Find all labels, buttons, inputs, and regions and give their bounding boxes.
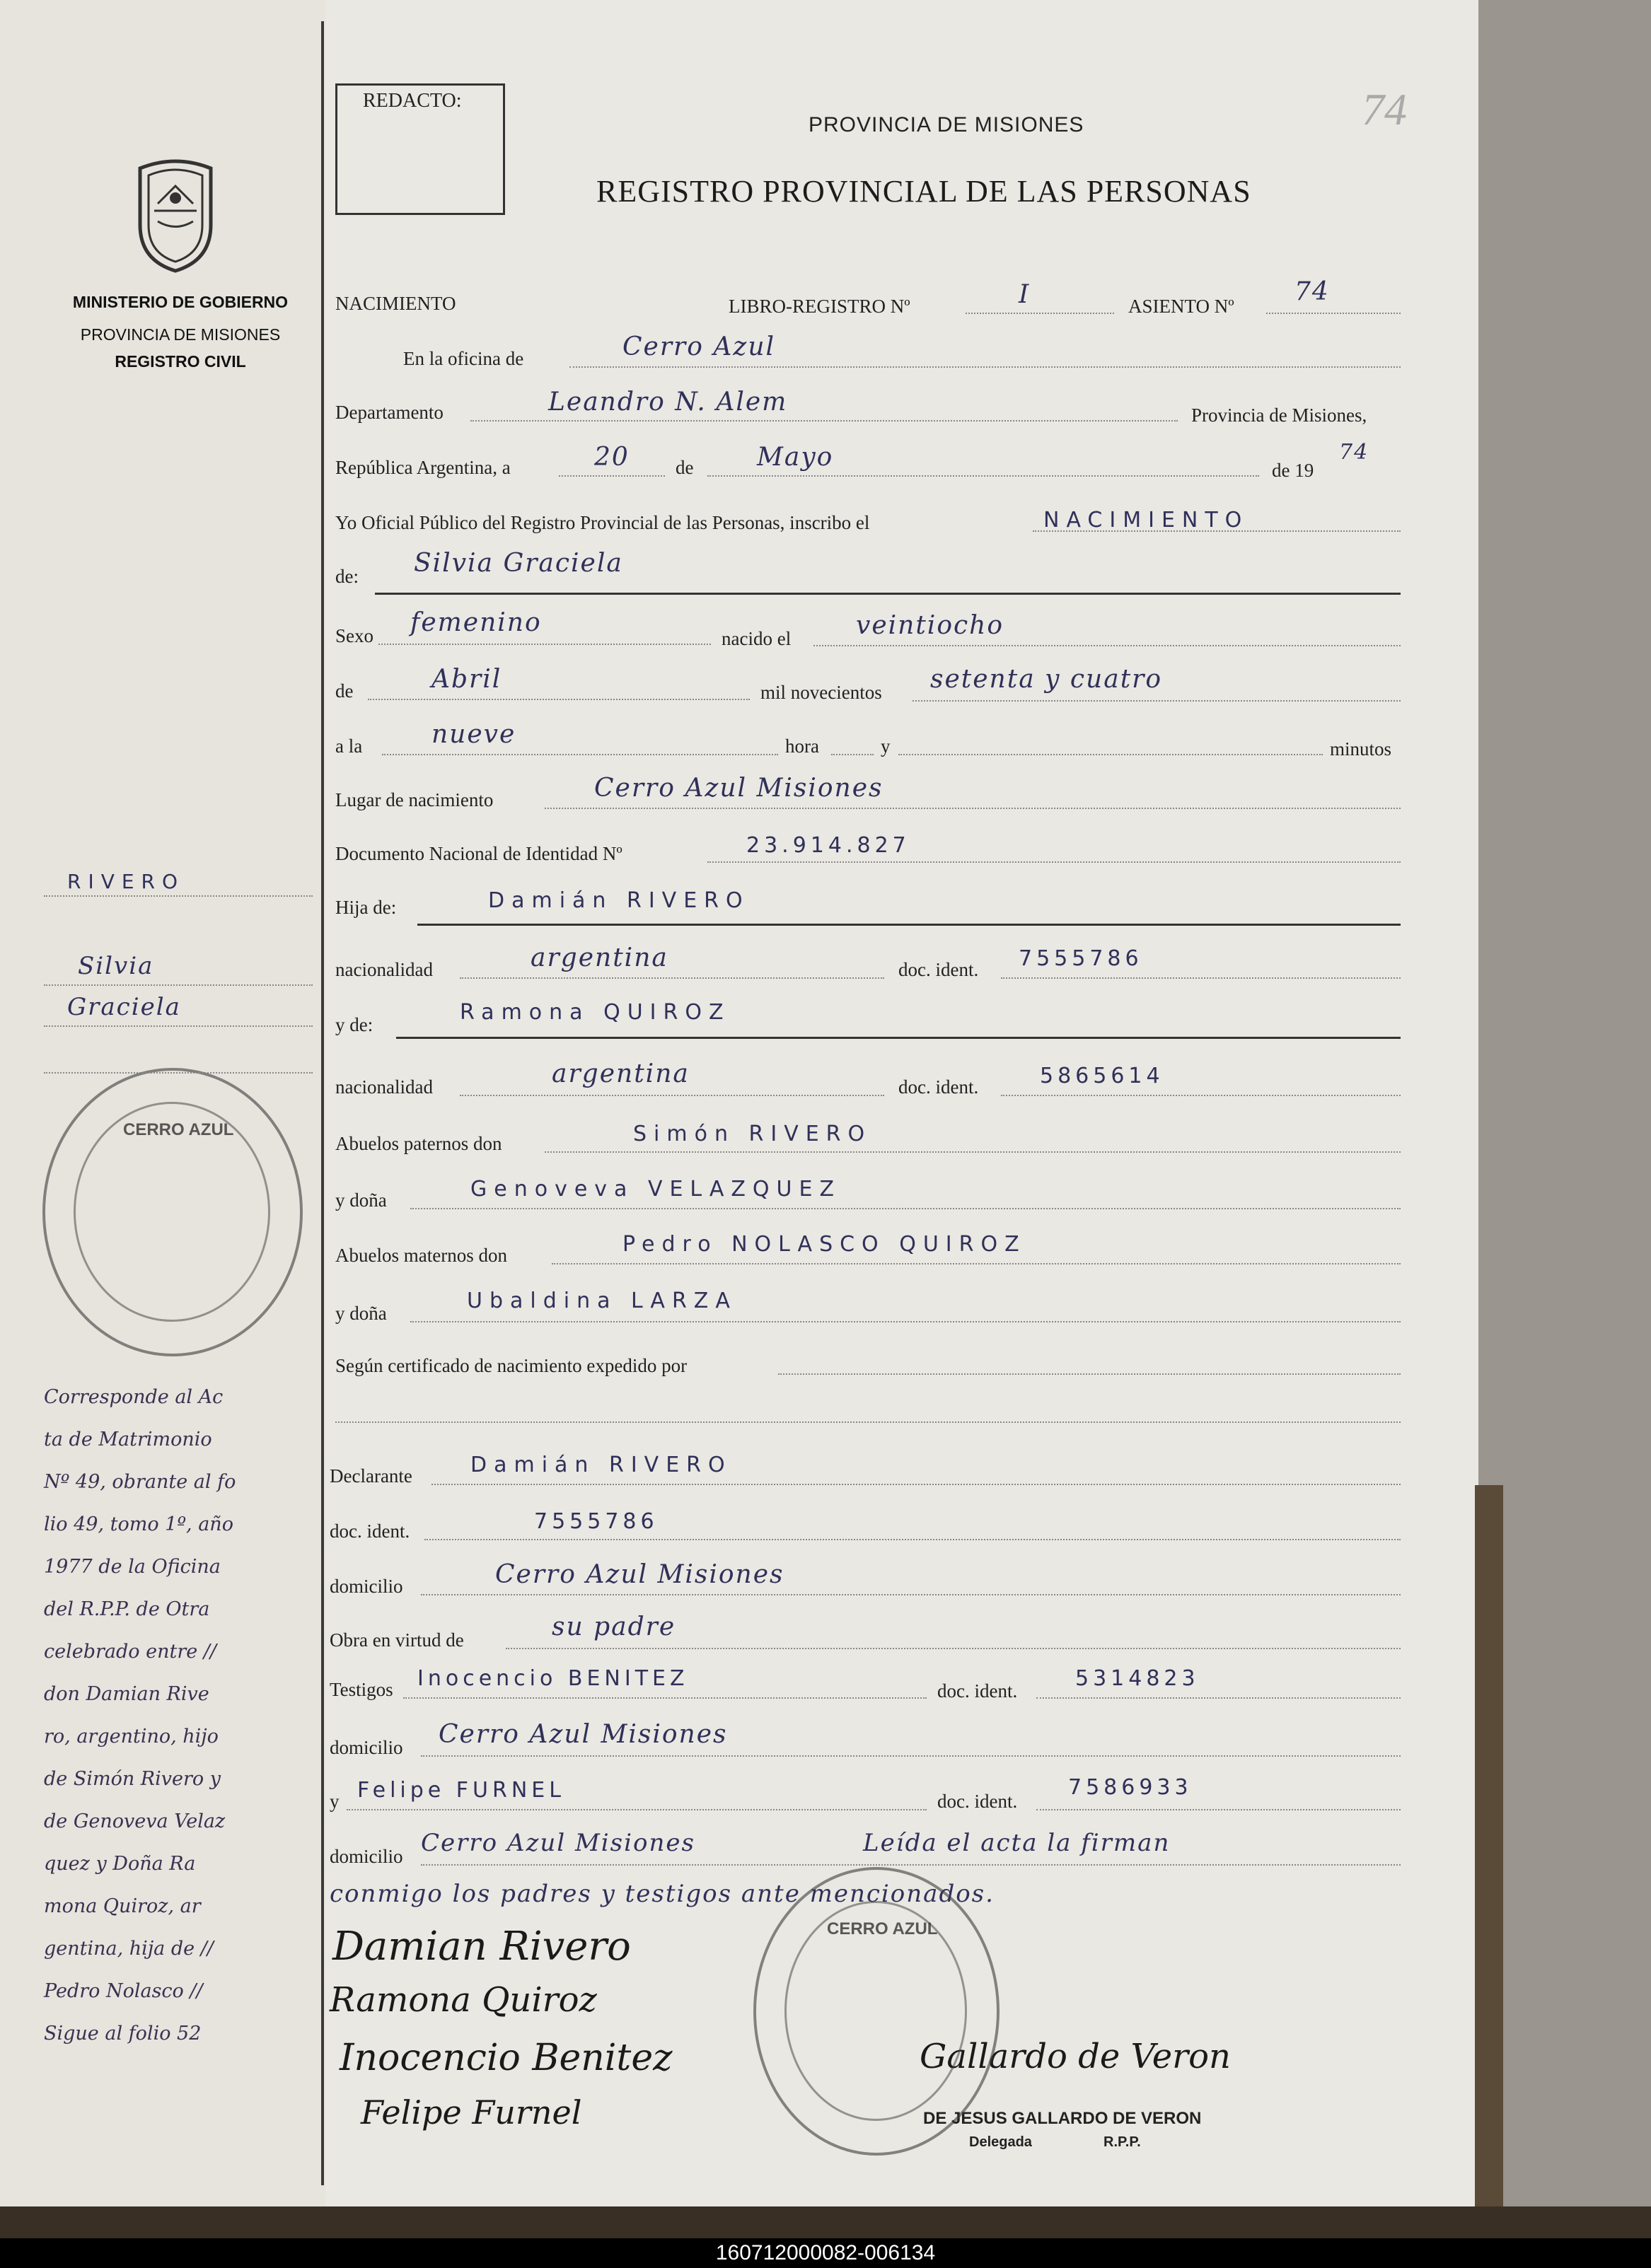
label-abuela-mat: y doña xyxy=(335,1303,387,1324)
value-anio: 74 xyxy=(1339,440,1369,465)
label-mil: mil novecientos xyxy=(760,682,882,703)
value-inscribe: NACIMIENTO xyxy=(1043,508,1249,533)
page-number: 74 xyxy=(1362,84,1407,134)
value-dni: 23.914.827 xyxy=(746,833,910,858)
province-heading: PROVINCIA DE MISIONES xyxy=(809,113,1084,136)
value-asiento: 74 xyxy=(1294,277,1330,306)
label-dom-declarante: domicilio xyxy=(330,1576,403,1597)
label-republica: República Argentina, a xyxy=(335,457,511,478)
margin-note-line: Nº 49, obrante al fo xyxy=(44,1471,236,1493)
redacto-label: REDACTO: xyxy=(363,90,462,112)
stamp-left-text: CERRO AZUL xyxy=(123,1120,234,1139)
official-office: R.P.P. xyxy=(1103,2134,1141,2150)
value-doc-madre: 5865614 xyxy=(1040,1064,1164,1088)
label-segun: Según certificado de nacimiento expedido por xyxy=(335,1355,688,1376)
label-obra: Obra en virtud de xyxy=(330,1629,464,1651)
stamp-bottom xyxy=(753,1867,1000,2156)
label-minutos: minutos xyxy=(1330,738,1392,760)
signature-witness1: Inocencio Benitez xyxy=(340,2037,673,2079)
margin-surname: RIVERO xyxy=(67,870,185,893)
value-abuelo-mat: Pedro NOLASCO QUIROZ xyxy=(622,1232,1026,1257)
value-departamento: Leandro N. Alem xyxy=(548,388,788,417)
margin-note-line: lio 49, tomo 1º, año xyxy=(44,1513,233,1535)
label-y: y xyxy=(881,735,891,757)
label-declarante: Declarante xyxy=(330,1465,412,1487)
margin-note-line: de Genoveva Velaz xyxy=(44,1810,226,1832)
value-abuelo-pat: Simón RIVERO xyxy=(633,1122,872,1146)
value-hora: nueve xyxy=(431,720,516,749)
label-abuelos-mat: Abuelos maternos don xyxy=(335,1245,507,1266)
label-nacimiento: NACIMIENTO xyxy=(335,293,456,314)
ministry-line1: MINISTERIO DE GOBIERNO xyxy=(72,293,289,311)
label-sexo: Sexo xyxy=(335,625,373,646)
margin-note-line: ro, argentino, hijo xyxy=(44,1726,219,1747)
label-departamento: Departamento xyxy=(335,402,444,423)
value-declarante: Damián RIVERO xyxy=(470,1453,732,1477)
label-de: de xyxy=(676,457,694,478)
label-de-nombre: de: xyxy=(335,566,359,587)
value-dom-testigo1: Cerro Azul Misiones xyxy=(439,1720,728,1749)
margin-note-line: 1977 de la Oficina xyxy=(44,1556,221,1578)
value-oficina: Cerro Azul xyxy=(622,332,776,361)
label-y-testigo2: y xyxy=(330,1791,340,1812)
value-testigo1: Inocencio BENITEZ xyxy=(417,1666,689,1691)
label-de-mes: de xyxy=(335,680,354,702)
label-doc-declarante: doc. ident. xyxy=(330,1520,410,1542)
signature-official: Gallardo de Veron xyxy=(920,2037,1231,2076)
value-dom-declarante: Cerro Azul Misiones xyxy=(495,1560,784,1589)
value-doc-padre: 7555786 xyxy=(1019,946,1143,971)
signature-witness2: Felipe Furnel xyxy=(361,2093,582,2132)
label-dom-testigo2: domicilio xyxy=(330,1846,403,1867)
value-cierre2: conmigo los padres y testigos ante mencionados. xyxy=(330,1880,995,1908)
label-yo-oficial: Yo Oficial Público del Registro Provincial de las Personas, inscribo el xyxy=(335,512,870,533)
label-nac-padre: nacionalidad xyxy=(335,959,433,980)
margin-note xyxy=(44,1386,341,2065)
right-edge xyxy=(1478,0,1651,2268)
value-madre: Ramona QUIROZ xyxy=(460,1000,731,1025)
margin-note-line: ta de Matrimonio xyxy=(44,1429,212,1450)
label-hija: Hija de: xyxy=(335,897,397,918)
value-mes: Mayo xyxy=(757,443,834,472)
value-doc-testigo2: 7586933 xyxy=(1068,1775,1193,1800)
value-padre: Damián RIVERO xyxy=(488,888,750,913)
redacto-box xyxy=(335,83,505,215)
margin-given2: Graciela xyxy=(67,993,181,1021)
label-yde: y de: xyxy=(335,1014,373,1035)
official-title: Delegada xyxy=(969,2134,1032,2150)
label-testigos: Testigos xyxy=(330,1679,393,1700)
margin-note-line: gentina, hija de // xyxy=(44,1938,214,1960)
official-name: DE JESUS GALLARDO DE VERON xyxy=(923,2109,1202,2128)
label-nacido: nacido el xyxy=(722,628,792,649)
signature-mother: Ramona Quiroz xyxy=(330,1980,597,2020)
margin-note-line: don Damian Rive xyxy=(44,1683,209,1705)
label-doc-padre: doc. ident. xyxy=(898,959,979,980)
label-doc-testigo2: doc. ident. xyxy=(937,1791,1018,1812)
value-abuela-pat: Genoveva VELAZQUEZ xyxy=(470,1177,841,1202)
margin-note-line: quez y Doña Ra xyxy=(44,1853,196,1875)
value-libro: I xyxy=(1019,280,1031,309)
label-asiento: ASIENTO Nº xyxy=(1128,296,1234,317)
label-dom-testigo1: domicilio xyxy=(330,1737,403,1758)
label-libro: LIBRO-REGISTRO Nº xyxy=(729,296,910,317)
value-doc-declarante: 7555786 xyxy=(534,1509,659,1534)
value-dom-testigo2: Cerro Azul Misiones xyxy=(421,1829,695,1857)
value-mes-nac: Abril xyxy=(431,665,502,694)
footer-id: 160712000082-006134 xyxy=(0,2238,1651,2268)
label-doc-madre: doc. ident. xyxy=(898,1076,979,1098)
label-provincia: Provincia de Misiones, xyxy=(1191,405,1367,426)
label-doc-testigo1: doc. ident. xyxy=(937,1680,1018,1702)
value-nac-madre: argentina xyxy=(552,1059,690,1088)
label-lugar: Lugar de nacimiento xyxy=(335,789,494,810)
coat-of-arms-icon xyxy=(126,154,225,274)
book-edge xyxy=(1475,1485,1503,2214)
margin-note-line: Sigue al folio 52 xyxy=(44,2023,202,2045)
value-abuela-mat: Ubaldina LARZA xyxy=(467,1289,737,1313)
margin-note-line: Pedro Nolasco // xyxy=(44,1980,203,2002)
label-ala: a la xyxy=(335,735,363,757)
value-testigo2: Felipe FURNEL xyxy=(357,1778,565,1803)
stamp-bottom-text: CERRO AZUL xyxy=(827,1919,938,1938)
margin-note-line: del R.P.P. de Otra xyxy=(44,1598,210,1620)
value-nac-padre: argentina xyxy=(531,943,668,972)
stamp-left xyxy=(42,1068,303,1356)
label-oficina: En la oficina de xyxy=(403,348,524,369)
label-hora: hora xyxy=(785,735,819,757)
value-dia: 20 xyxy=(594,443,630,472)
registry-heading: REGISTRO PROVINCIAL DE LAS PERSONAS xyxy=(596,174,1251,209)
label-abuela-pat: y doña xyxy=(335,1190,387,1211)
label-de19: de 19 xyxy=(1272,460,1314,481)
value-nacido: veintiocho xyxy=(856,611,1004,640)
value-obra: su padre xyxy=(552,1612,676,1641)
label-nac-madre: nacionalidad xyxy=(335,1076,433,1098)
ministry-line2: PROVINCIA DE MISIONES xyxy=(80,325,281,344)
label-abuelos-pat: Abuelos paternos don xyxy=(335,1133,502,1154)
value-sexo: femenino xyxy=(410,608,542,637)
margin-given1: Silvia xyxy=(78,952,154,980)
margin-note-line: celebrado entre // xyxy=(44,1641,217,1663)
label-documento: Documento Nacional de Identidad Nº xyxy=(335,843,622,864)
bottom-strip xyxy=(0,2206,1651,2238)
margin-note-line: mona Quiroz, ar xyxy=(44,1895,201,1917)
value-nombre: Silvia Graciela xyxy=(414,549,623,578)
signature-father: Damian Rivero xyxy=(332,1924,631,1970)
value-cierre1: Leída el acta la firman xyxy=(863,1829,1171,1857)
margin-note-line: de Simón Rivero y xyxy=(44,1768,221,1790)
margin-note-line: Corresponde al Ac xyxy=(44,1386,224,1408)
value-lugar: Cerro Azul Misiones xyxy=(594,774,884,803)
value-doc-testigo1: 5314823 xyxy=(1075,1666,1200,1691)
ministry-line3: REGISTRO CIVIL xyxy=(115,352,246,371)
value-anio-nac: setenta y cuatro xyxy=(930,665,1163,694)
